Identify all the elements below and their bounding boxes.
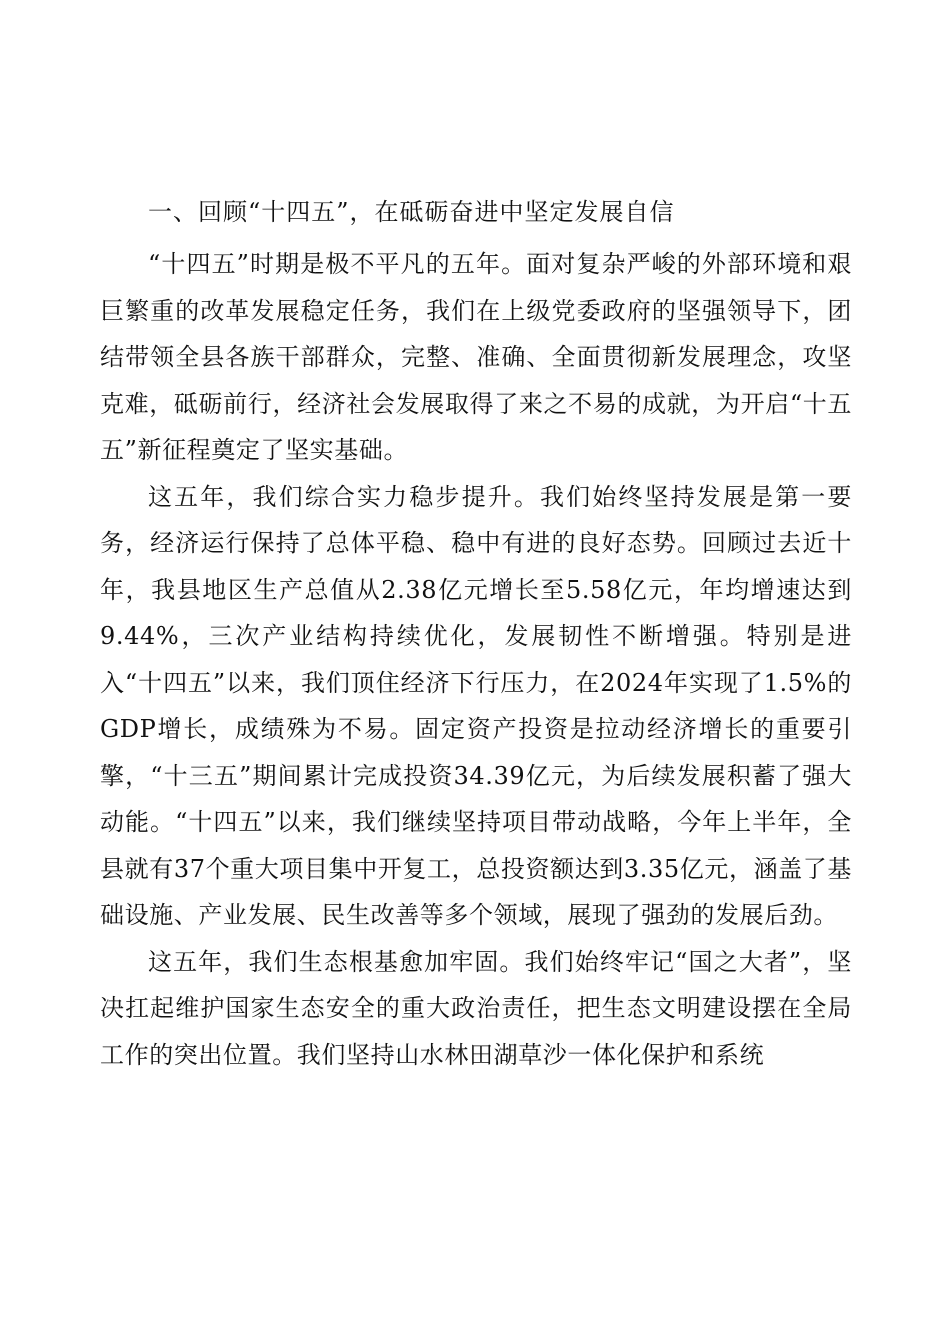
paragraph-economy: 这五年，我们综合实力稳步提升。我们始终坚持发展是第一要务，经济运行保持了总体平稳、稳中有进的良好态势。回顾过去近十年，我县地区生产总值从2.38亿元增长至5.58亿元，年均增速达到9.44%，三次产业结构持续优化，发展韧性不断增强。特别是进入“十四五”以来，我们顶住经济下行压力，在2024年实现了1.5%的GDP增长，成绩殊为不易。固定资产投资是拉动经济增长的重要引擎，“十三五”期间累计完成投资34.39亿元，为后续发展积蓄了强大动能。“十四五”以来，我们继续坚持项目带动战略，今年上半年，全县就有37个重大项目集中开复工，总投资额达到3.35亿元，涵盖了基础设施、产业发展、民生改善等多个领域，展现了强劲的发展后劲。 [100,482,852,929]
paragraph-intro: “十四五”时期是极不平凡的五年。面对复杂严峻的外部环境和艰巨繁重的改革发展稳定任务，我们在上级党委政府的坚强领导下，团结带领全县各族干部群众，完整、准确、全面贯彻新发展理念，攻坚克难，砥砺前行，经济社会发展取得了来之不易的成就，为开启“十五五”新征程奠定了坚实基础。 [100,250,852,464]
paragraph-ecology: 这五年，我们生态根基愈加牢固。我们始终牢记“国之大者”，坚决扛起维护国家生态安全的重大政治责任，把生态文明建设摆在全局工作的突出位置。我们坚持山水林田湖草沙一体化保护和系统 [100,947,852,1069]
section-heading: 一、回顾“十四五”，在砥砺奋进中坚定发展自信 [148,198,675,226]
document-body [100,192,852,1078]
